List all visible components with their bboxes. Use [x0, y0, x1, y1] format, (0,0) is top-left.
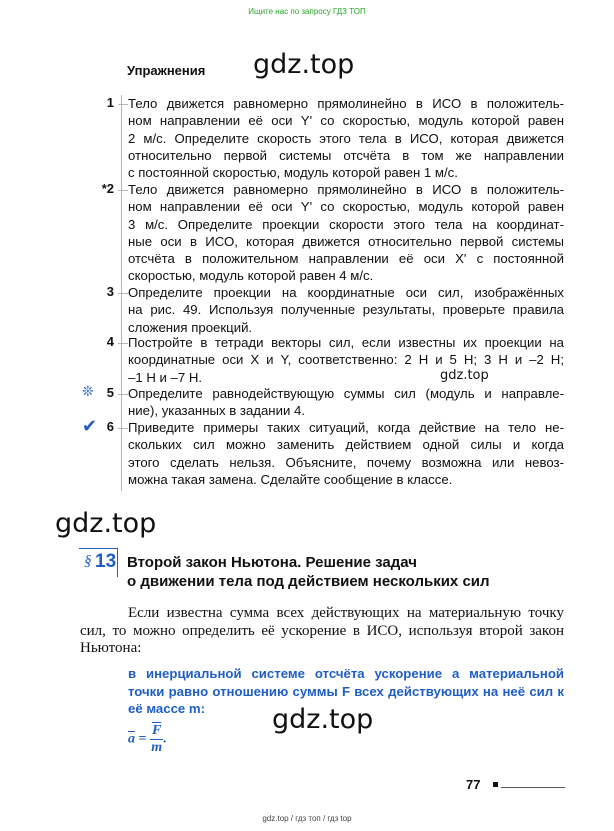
- text-line: Определите равнодействующую суммы сил (модуль и направле-: [128, 386, 564, 401]
- exercise-tick: [118, 293, 128, 294]
- formula-lhs: $\overline{a}$: [128, 731, 135, 747]
- newton-law-rule: в инерциальной системе отсчёта ускорение a материальной точки равно отношению суммы F всех действующих на неё сил к её массе m:: [128, 666, 564, 716]
- text-line: можна такая замена. Сделайте сообщение в классе.: [128, 471, 453, 487]
- text-line: этого сделать нельзя. Объясните, почему возможна или невоз-: [128, 454, 564, 470]
- formula-fraction: [150, 723, 163, 756]
- text-line: скольких сил можно заменить действием одной силы и когда: [128, 437, 564, 453]
- section-symbol: §: [84, 553, 92, 569]
- text-line: Определите проекции на координатные оси сил, изображённых: [128, 285, 564, 300]
- exercise-1-text: [128, 95, 564, 181]
- formula: [128, 723, 167, 756]
- bottom-banner[interactable]: gdz.top / гдз топ / гдз top: [262, 814, 352, 823]
- exercise-tick: [118, 394, 128, 395]
- top-banner[interactable]: Ищите нас по запросу ГДЗ ТОП: [248, 7, 366, 16]
- text-line: Тело движется равномерно прямолинейно в ИСО в положитель-: [128, 96, 564, 111]
- watermark: gdz.top: [272, 704, 374, 735]
- text-line: Постройте в тетради векторы сил, если известны их проекции на: [128, 335, 564, 350]
- section-number: 13: [95, 551, 117, 572]
- exercise-tick: [118, 428, 128, 429]
- formula-numerator: $\overline{F}$: [151, 723, 162, 738]
- exercise-3-text: [128, 284, 564, 336]
- exercise-tick: [118, 190, 128, 191]
- text-line: 3 м/с. Определите проекции скорости этого тела на координат-: [128, 216, 564, 232]
- brain-icon: ❊: [82, 383, 94, 399]
- text-line: ные оси в ИСО, которая движется относительно первой системы: [128, 233, 564, 249]
- text-line: координатные оси X и Y, соответственно: 2 Н и 5 Н; 3 Н и –2 Н;: [128, 352, 564, 368]
- exercise-6-text: [128, 419, 564, 488]
- page-rule: [501, 787, 565, 788]
- text-line: Приведите примеры таких ситуаций, когда действие на тело не-: [128, 420, 564, 435]
- text-line: ном направлении её оси Y' со скоростью, модуль которой равен: [128, 113, 564, 129]
- exercise-number: 6: [106, 419, 114, 434]
- text-line: отсчёта в положительном направлении её оси X' с постоянной: [128, 251, 564, 267]
- page-number: 77: [466, 777, 481, 792]
- section-title-line: о движении тела под действием нескольких сил: [127, 573, 490, 590]
- watermark: gdz.top: [440, 368, 489, 383]
- exercise-number: 3: [106, 284, 114, 299]
- exercise-2-text: [128, 181, 564, 285]
- text-line: с постоянной скоростью, модуль которой равен 1 м/с.: [128, 165, 458, 181]
- text-line: ние), указанных в задании 4.: [128, 403, 305, 419]
- exercise-number: *2: [101, 181, 114, 196]
- formula-end: .: [163, 731, 167, 747]
- checkmark-icon: ✔: [82, 416, 98, 436]
- text-line: скоростью, модуль которой равен 4 м/с.: [128, 268, 374, 284]
- exercise-number: 4: [106, 334, 114, 349]
- text-line: на рис. 49. Используя полученные результаты, проверьте правила сложения проекций.: [128, 302, 564, 335]
- page-marker: [493, 782, 498, 787]
- formula-eq: =: [138, 731, 147, 747]
- section-title-line: Второй закон Ньютона. Решение задач: [127, 554, 417, 571]
- text-line: –1 Н и –7 Н.: [128, 369, 203, 385]
- text-line: относительно первой системы отсчёта в том же направлении: [128, 147, 564, 163]
- text-line: Тело движется равномерно прямолинейно в ИСО в положитель-: [128, 182, 564, 197]
- exercise-tick: [118, 104, 128, 105]
- body-paragraph: Если известна сумма всех действующих на материальную точку сил, то можно определить её ускорение в ИСО, используя второй закон Ньютона:: [80, 605, 564, 656]
- exercise-number: 5: [106, 385, 114, 400]
- exercise-4-text: [128, 334, 564, 386]
- watermark: gdz.top: [55, 508, 157, 539]
- watermark: gdz.top: [253, 49, 355, 80]
- text-line: ном направлении её оси Y' со скоростью, модуль которой равен: [128, 199, 564, 215]
- formula-denominator: m: [151, 740, 163, 755]
- exercises-title: Упражнения: [127, 63, 206, 78]
- exercise-number: 1: [106, 95, 114, 110]
- section-title: [127, 553, 567, 591]
- exercise-5-text: [128, 385, 564, 420]
- text-line: 2 м/с. Определите скорость этого тела в ИСО, которая движется: [128, 130, 564, 146]
- exercise-tick: [118, 343, 128, 344]
